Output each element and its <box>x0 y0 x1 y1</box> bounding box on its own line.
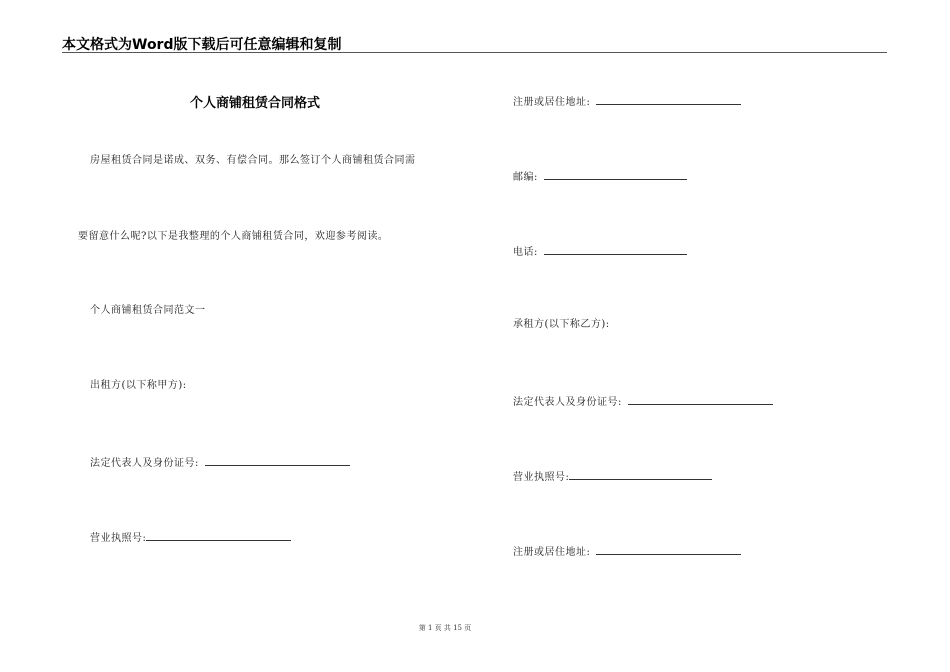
lessor-phone-label: 电话: <box>513 247 538 258</box>
document-title: 个人商铺租赁合同格式 <box>190 96 321 111</box>
lessee-legal-rep-row <box>513 393 773 410</box>
lessee-address-blank <box>596 543 741 555</box>
lessor-legal-rep-label: 法定代表人及身份证号: <box>90 458 199 469</box>
header-divider <box>62 52 887 53</box>
lessor-label: 出租方(以下称甲方): <box>90 380 187 391</box>
lessor-business-license-label: 营业执照号: <box>90 533 147 544</box>
lessee-label: 承租方(以下称乙方): <box>513 319 610 330</box>
lessor-address-blank <box>596 93 741 105</box>
lessee-business-license-label: 营业执照号: <box>513 472 570 483</box>
header-title: 本文格式为Word版下载后可任意编辑和复制 <box>62 37 342 53</box>
lessor-business-license-blank <box>146 529 291 541</box>
lessee-business-license-blank <box>569 468 712 480</box>
sample-heading: 个人商铺租赁合同范文一 <box>90 305 206 316</box>
lessor-address-label: 注册或居住地址: <box>513 97 591 108</box>
lessor-phone-row <box>513 243 687 260</box>
lessor-phone-blank <box>544 243 687 255</box>
lessee-address-label: 注册或居住地址: <box>513 547 591 558</box>
intro-line-1: 房屋租赁合同是诺成、双务、有偿合同。那么签订个人商铺租赁合同需 <box>90 155 416 166</box>
lessor-postcode-row <box>513 168 687 185</box>
lessor-business-license-row <box>90 529 291 546</box>
page-indicator: 第 1 页 共 15 页 <box>418 624 472 632</box>
lessor-postcode-blank <box>544 168 687 180</box>
lessor-postcode-label: 邮编: <box>513 172 538 183</box>
lessor-address-row <box>513 93 741 110</box>
lessee-legal-rep-blank <box>628 393 773 405</box>
intro-line-2: 要留意什么呢?以下是我整理的个人商铺租赁合同，欢迎参考阅读。 <box>78 231 389 242</box>
lessor-legal-rep-row <box>90 454 350 471</box>
lessor-legal-rep-blank <box>205 454 350 466</box>
lessee-legal-rep-label: 法定代表人及身份证号: <box>513 397 622 408</box>
lessee-business-license-row <box>513 468 712 485</box>
lessee-address-row <box>513 543 741 560</box>
